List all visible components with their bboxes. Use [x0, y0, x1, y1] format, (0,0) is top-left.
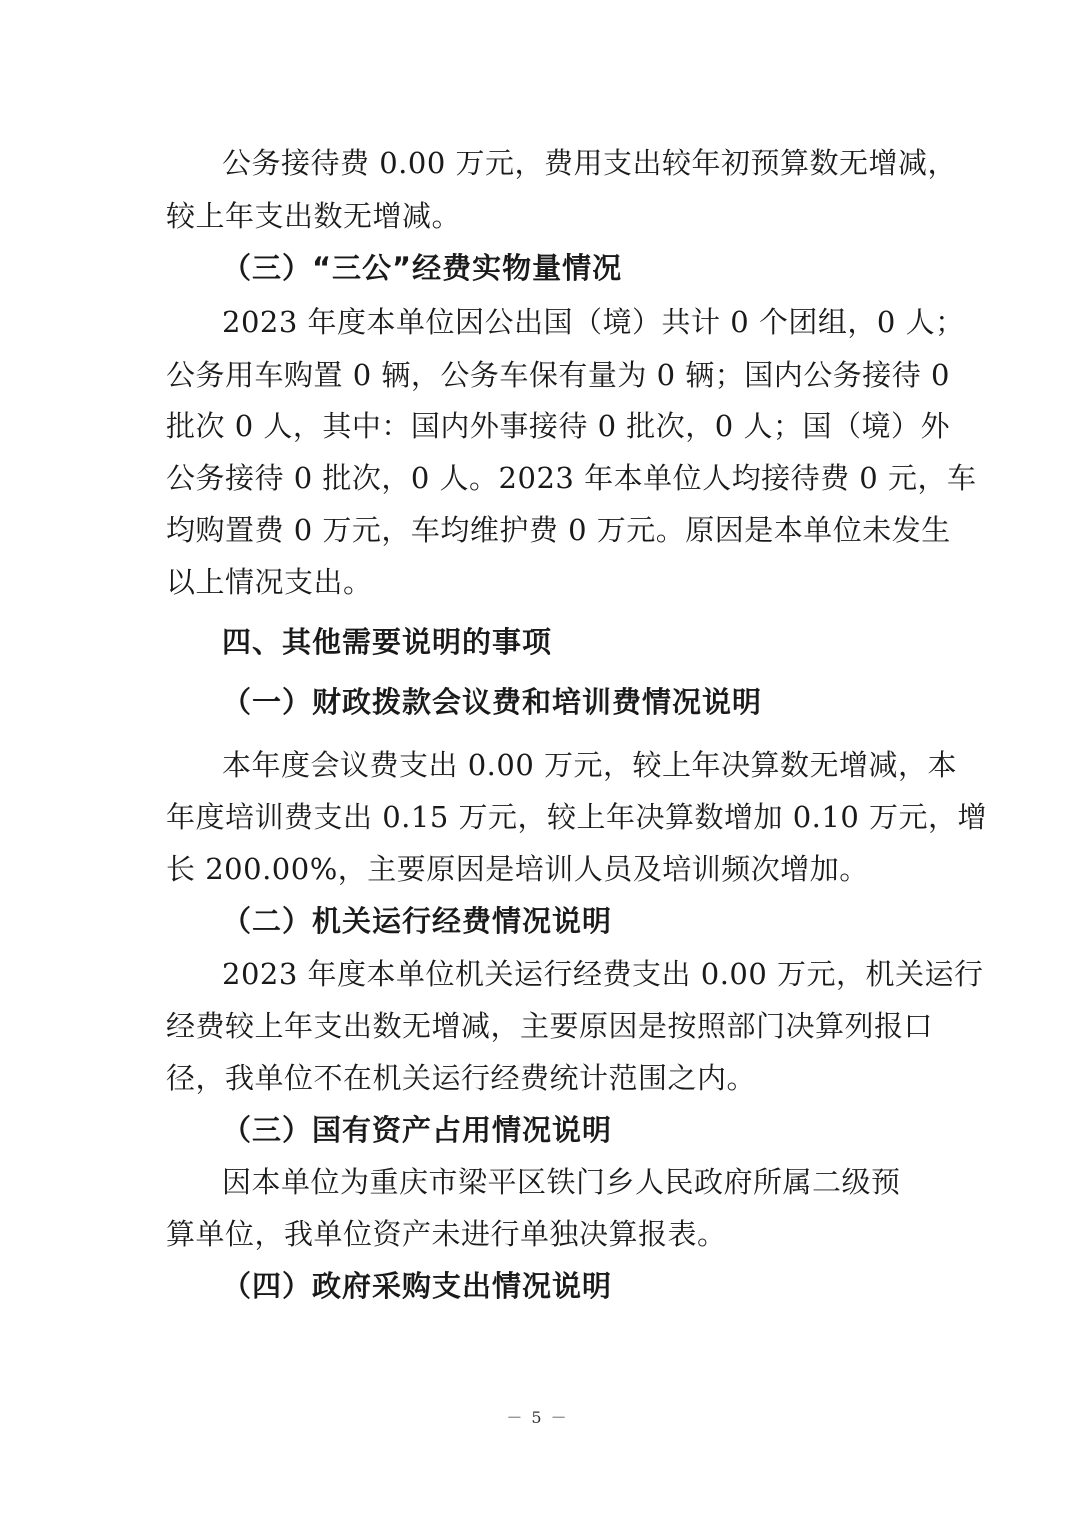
- paragraph-line: 长 200.00%，主要原因是培训人员及培训频次增加。: [166, 852, 869, 886]
- paragraph-line: 2023 年度本单位因公出国（境）共计 0 个团组，0 人；: [222, 305, 965, 339]
- chapter-heading: 四、其他需要说明的事项: [222, 625, 553, 659]
- paragraph-line: 经费较上年支出数无增减，主要原因是按照部门决算列报口: [166, 1009, 934, 1043]
- paragraph-line: 径，我单位不在机关运行经费统计范围之内。: [166, 1061, 757, 1095]
- paragraph-line: 公务用车购置 0 辆，公务车保有量为 0 辆；国内公务接待 0: [166, 358, 950, 392]
- paragraph-line: 均购置费 0 万元，车均维护费 0 万元。原因是本单位未发生: [166, 513, 951, 547]
- paragraph-line: 公务接待费 0.00 万元，费用支出较年初预算数无增减，: [222, 146, 958, 180]
- section-heading: （三）“三公”经费实物量情况: [222, 251, 623, 285]
- paragraph-line: 批次 0 人，其中：国内外事接待 0 批次，0 人；国（境）外: [166, 409, 950, 443]
- page-number: － 5 －: [506, 1408, 569, 1427]
- paragraph-line: 因本单位为重庆市梁平区铁门乡人民政府所属二级预: [222, 1165, 901, 1199]
- section-heading: （二）机关运行经费情况说明: [222, 904, 613, 938]
- paragraph-line: 较上年支出数无增减。: [166, 199, 462, 233]
- paragraph-line: 算单位，我单位资产未进行单独决算报表。: [166, 1217, 727, 1251]
- paragraph-line: 以上情况支出。: [166, 565, 373, 599]
- paragraph-line: 2023 年度本单位机关运行经费支出 0.00 万元，机关运行: [222, 957, 984, 991]
- paragraph-line: 年度培训费支出 0.15 万元，较上年决算数增加 0.10 万元，增: [166, 800, 988, 834]
- paragraph-line: 本年度会议费支出 0.00 万元，较上年决算数无增减，本: [222, 748, 958, 782]
- paragraph-line: 公务接待 0 批次，0 人。2023 年本单位人均接待费 0 元，车: [166, 461, 977, 495]
- section-heading: （三）国有资产占用情况说明: [222, 1113, 613, 1147]
- section-heading: （四）政府采购支出情况说明: [222, 1269, 613, 1303]
- section-heading: （一）财政拨款会议费和培训费情况说明: [222, 685, 763, 719]
